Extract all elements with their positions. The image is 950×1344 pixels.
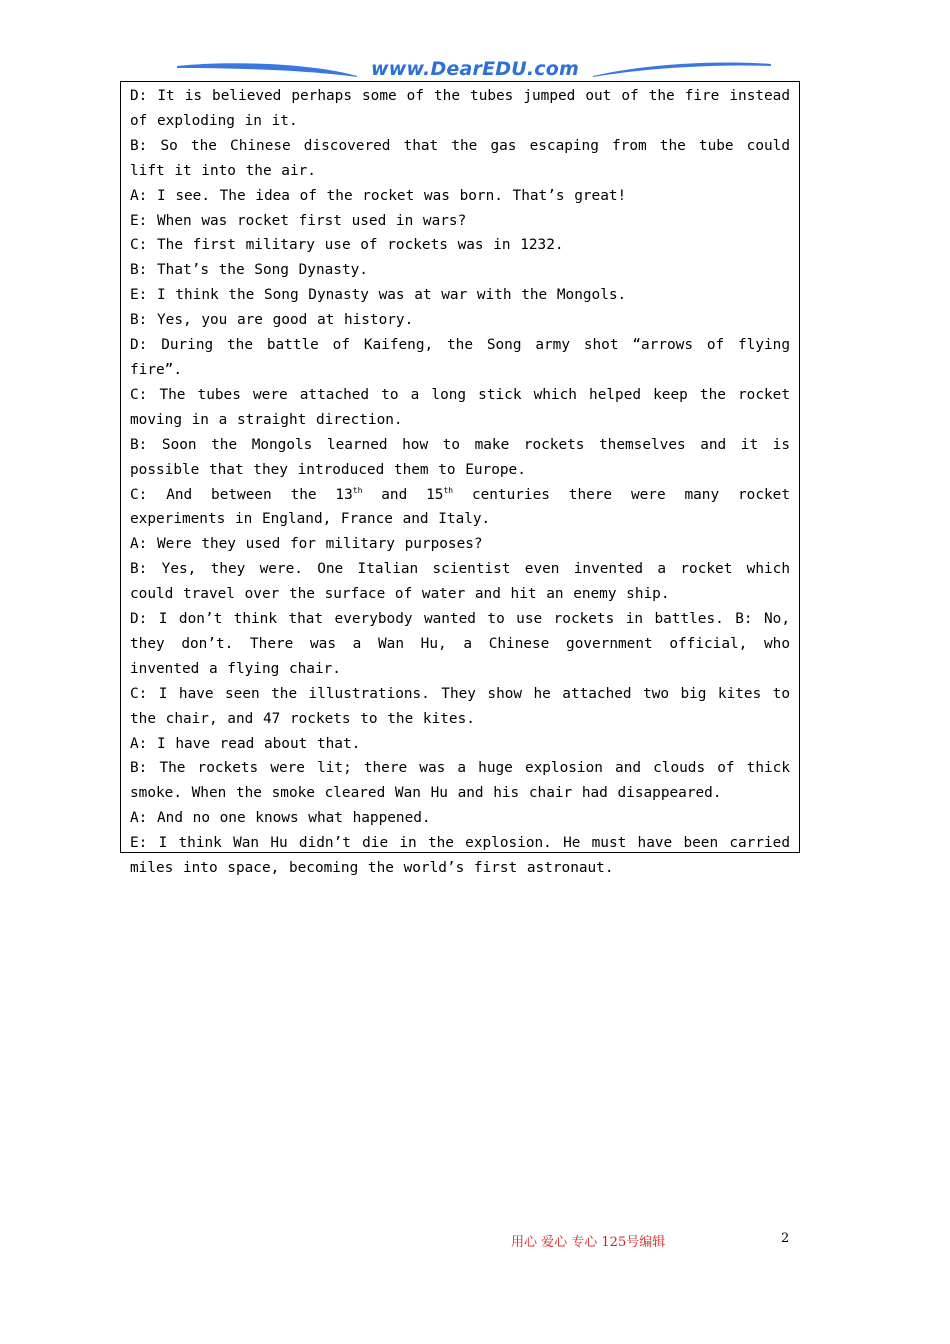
superscript: th (443, 485, 454, 495)
line-text: And no one knows what happened. (157, 810, 431, 827)
dialogue-line: B: The rockets were lit; there was a huge explosion and clouds of thick smoke. When the smoke cleared Wan Hu and his chair had disappeared. (130, 760, 790, 802)
dialogue-line: D: I don’t think that everybody wanted to use rockets in battles. B: No, they don’t. There was a Wan Hu, a Chinese government official, who invented a flying chair. (130, 611, 791, 677)
speaker-label: C (130, 386, 139, 403)
superscript: th (352, 485, 363, 495)
line-text: I have seen the illustrations. They show he attached two big kites to the chair, and 47 rockets to the kites. (130, 685, 791, 727)
dialogue-line: C: I have seen the illustrations. They show he attached two big kites to the chair, and 47 rockets to the kites. (130, 685, 791, 727)
dialogue-line: C: The tubes were attached to a long stick which helped keep the rocket moving in a straight direction. (130, 386, 790, 428)
speaker-label: E (130, 835, 139, 852)
logo-text: www.DearEDU.com (370, 58, 580, 80)
speaker-label: C (130, 486, 139, 503)
speaker-label: B (130, 262, 139, 279)
dialogue-line: B: Yes, you are good at history. (130, 312, 414, 329)
dialogue-line: E: I think the Song Dynasty was at war with the Mongols. (130, 287, 627, 304)
speaker-label: A (130, 536, 139, 553)
speaker-label: B (130, 436, 139, 453)
line-text-part: centuries there were many rocket experiments in England, France and Italy. (130, 486, 790, 528)
line-text: It is believed perhaps some of the tubes jumped out of the fire instead of exploding in it. (130, 88, 791, 129)
dialogue-line: A: I see. The idea of the rocket was born. That’s great! (130, 187, 627, 204)
line-text: Were they used for military purposes? (157, 536, 483, 553)
line-text: So the Chinese discovered that the gas escaping from the tube could lift it into the air. (130, 137, 791, 179)
dialogue-line: A: And no one knows what happened. (130, 810, 431, 827)
line-text: I see. The idea of the rocket was born. That’s great! (157, 187, 627, 204)
line-text: I think Wan Hu didn’t die in the explosion. He must have been carried miles into space, becoming the world’s first astronaut. (130, 835, 791, 877)
line-text: That’s the Song Dynasty. (157, 262, 368, 279)
speaker-label: A (130, 735, 139, 752)
speaker-label: C (130, 685, 139, 702)
dialogue-line: C: The first military use of rockets was in 1232. (130, 237, 564, 254)
dialogue-line: A: I have read about that. (130, 735, 361, 752)
line-text: I think the Song Dynasty was at war with the Mongols. (157, 287, 627, 304)
speaker-label: E (130, 287, 139, 304)
speaker-label: D (130, 88, 139, 104)
footer-editor-note: 用心 爱心 专心 125号编辑 (511, 1235, 666, 1250)
line-text-part: And between the 13 (166, 486, 353, 503)
speaker-label: D (130, 337, 139, 354)
dialogue-line: C: And between the 13th and 15th centuries there were many rocket experiments in England, France and Italy. (130, 485, 790, 528)
dialogue-line: D: It is believed perhaps some of the tubes jumped out of the fire instead of exploding in it. (130, 88, 791, 129)
line-text: I have read about that. (157, 735, 361, 752)
line-text: The tubes were attached to a long stick which helped keep the rocket moving in a straight direction. (130, 386, 790, 428)
speaker-label: B (130, 561, 139, 578)
line-text: The rockets were lit; there was a huge explosion and clouds of thick smoke. When the smoke cleared Wan Hu and his chair had disappeared. (130, 760, 790, 802)
dialogue-line: B: Soon the Mongols learned how to make rockets themselves and it is possible that they introduced them to Europe. (130, 436, 790, 478)
line-text: When was rocket first used in wars? (157, 212, 467, 229)
line-text: The first military use of rockets was in 1232. (157, 237, 564, 254)
dialogue-line: E: When was rocket first used in wars? (130, 212, 467, 229)
speaker-label: E (130, 212, 139, 229)
dialogue-line: B: So the Chinese discovered that the gas escaping from the tube could lift it into the air. (130, 137, 791, 179)
line-text: I don’t think that everybody wanted to use rockets in battles. B: No, they don’t. There was a Wan Hu, a Chinese government official, who invented a flying chair. (130, 611, 791, 677)
line-text: Yes, they were. One Italian scientist even invented a rocket which could travel over the surface of water and hit an enemy ship. (130, 561, 790, 603)
page-number: 2 (781, 1231, 790, 1246)
line-text-part: and 15 (362, 486, 444, 503)
speaker-label: C (130, 237, 139, 254)
header-logo (175, 56, 775, 84)
speaker-label: A (130, 810, 139, 827)
line-text: Yes, you are good at history. (157, 312, 414, 329)
dialogue-line: A: Were they used for military purposes? (130, 536, 483, 553)
speaker-label: B (130, 137, 139, 154)
dialogue-line: B: Yes, they were. One Italian scientist even invented a rocket which could travel over the surface of water and hit an enemy ship. (130, 561, 790, 603)
speaker-label: B (130, 760, 139, 777)
speaker-label: D (130, 611, 139, 628)
dialogue-line: B: That’s the Song Dynasty. (130, 262, 368, 279)
line-text: During the battle of Kaifeng, the Song army shot “arrows of flying fire”. (130, 337, 790, 378)
dialogue-box (120, 81, 800, 877)
speaker-label: A (130, 187, 139, 204)
speaker-label: B (130, 312, 139, 329)
dialogue-line: E: I think Wan Hu didn’t die in the explosion. He must have been carried miles into space, becoming the world’s first astronaut. (130, 835, 791, 877)
line-text: Soon the Mongols learned how to make rockets themselves and it is possible that they introduced them to Europe. (130, 436, 790, 478)
dialogue-line: D: During the battle of Kaifeng, the Song army shot “arrows of flying fire”. (130, 337, 790, 378)
